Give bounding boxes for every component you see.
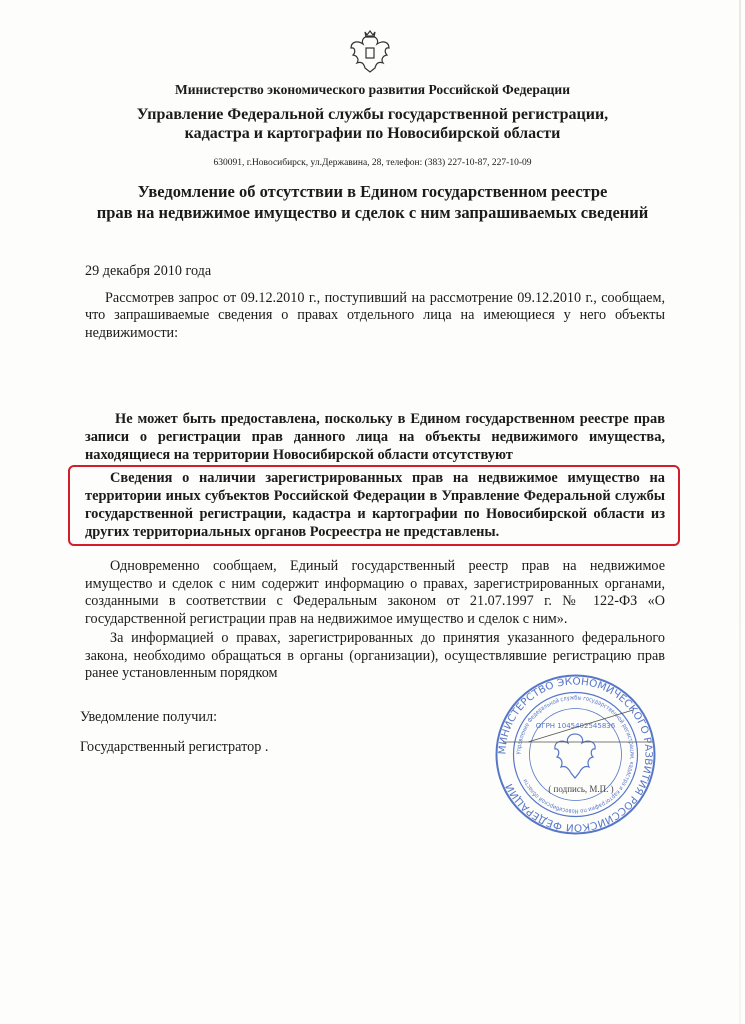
scan-edge: [739, 0, 741, 1024]
document-title-line1: Уведомление об отсутствии в Едином государственном реестре: [137, 182, 608, 201]
svg-text:Управление Федеральной службы: [515, 694, 635, 814]
paragraph-not-available: [85, 410, 665, 464]
signature-label: ( подпись, М.П. ): [548, 784, 614, 794]
paragraph-registry-info: [85, 558, 665, 628]
paragraph-text: Рассмотрев запрос от 09.12.2010 г., поступивший на рассмотрение 09.12.2010 г., сообщаем, что запрашиваемые сведения о правах отдельного лица на имеющиеся у него объекты недвижимости:: [85, 289, 665, 341]
paragraph-text: Сведения о наличии зарегистрированных прав на недвижимое имущество на территории иных субъектов Российской Федерации в Управление Федеральной службы государственной регистрации, кадастра и картографии по Новосибирской области из других территориальных органов Росреестра не представлены.: [85, 470, 665, 540]
office-name-line2: кадастра и картографии по Новосибирской области: [184, 125, 561, 142]
coat-of-arms-emblem-icon: [347, 28, 393, 74]
ministry-name: Министерство экономического развития Российской Федерации: [175, 82, 570, 97]
paragraph-text: За информацией о правах, зарегистрированных до принятия указанного федерального закона, необходимо обращаться в органы (организации), осуществлявшие регистрацию прав ранее установленным порядком: [85, 630, 665, 681]
paragraph-highlighted: [85, 469, 665, 541]
office-name-line1: Управление Федеральной службы государственной регистрации,: [136, 106, 609, 123]
seal-ogrn: ОГРН 1045402545836: [535, 722, 616, 730]
seal-eagle-icon: [555, 734, 595, 778]
highlight-box: [68, 465, 680, 546]
document-title-line2: прав на недвижимое имущество и сделок с ним запрашиваемых сведений: [96, 203, 649, 222]
office-address: 630091, г.Новосибирск, ул.Державина, 28, телефон: (383) 227-10-87, 227-10-09: [213, 158, 532, 168]
paragraph-text: Не может быть предоставлена, поскольку в Едином государственном реестре прав записи о регистрации прав данного лица на объекты недвижимого имущества, находящиеся на территории Новосибирской области отсутствуют: [85, 411, 665, 463]
paragraph-text: Одновременно сообщаем, Единый государственный реестр прав на недвижимое имущество и сделок с ним содержит информацию о правах, зарегистрированных органами, созданными в соответствии с Федеральным законом от 21.07.1997 г. № 122-ФЗ «О государственной регистрации прав на недвижимое имущество и сделок с ним».: [85, 558, 665, 627]
document-date: 29 декабря 2010 года: [85, 263, 212, 279]
registrar-label: Государственный регистратор .: [80, 739, 269, 755]
paragraph-request: [85, 290, 665, 343]
seal-inner-text: Управление Федеральной службы государственной регистрации, кадастра и картографии по Новосибирской области: [515, 694, 636, 815]
received-label: Уведомление получил:: [80, 708, 218, 725]
seal-outer-text: МИНИСТЕРСТВО ЭКОНОМИЧЕСКОГО РАЗВИТИЯ РОССИЙСКОЙ ФЕДЕРАЦИИ: [497, 676, 654, 833]
official-seal-stamp: [493, 672, 658, 837]
